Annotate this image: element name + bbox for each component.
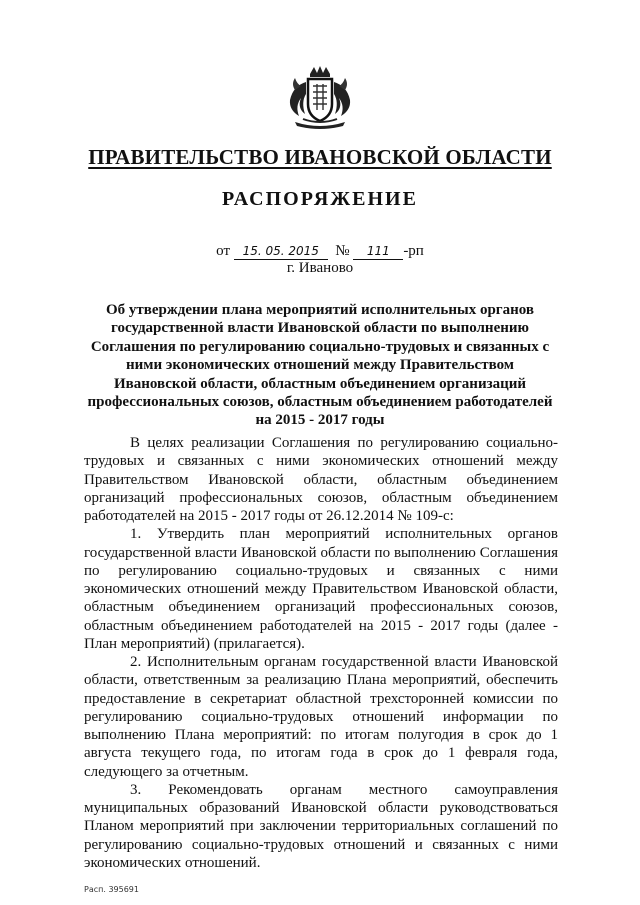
document-meta-line (0, 243, 640, 260)
body-paragraph-preamble: В целях реализации Соглашения по регулированию социально-трудовых и связанных с ними экономических отношений между Правительством Ивановской области, областным объединением организаций профессиональных союзов, областным объединением работодателей на 2015 - 2017 годы от 26.12.2014 № 109-с: (84, 435, 558, 524)
document-subject: Об утверждении плана мероприятий исполнительных органов государственной власти Ивановской области по выполнению Соглашения по регулированию социально-трудовых и связанных с ними экономических отношений между Правительством Ивановской области, областным объединением организаций профессиональных союзов, областным объединением работодателей на 2015 - 2017 годы (87, 302, 553, 429)
body-paragraph-item-3: 3. Рекомендовать органам местного самоуправления муниципальных образований Ивановской области руководствоваться Планом мероприятий при заключении территориальных соглашений по регулированию социально-трудовых отношений и связанных с ними экономических отношений. (84, 781, 558, 871)
document-city: г. Иваново (286, 260, 354, 276)
document-type-heading: РАСПОРЯЖЕНИЕ (222, 188, 418, 210)
document-date: 15. 05. 2015 (234, 244, 328, 260)
government-title: ПРАВИТЕЛЬСТВО ИВАНОВСКОЙ ОБЛАСТИ (88, 145, 552, 169)
body-paragraph-item-1: 1. Утвердить план мероприятий исполнительных органов государственной власти Ивановской области по выполнению Соглашения по регулированию социально-трудовых и связанных с ними экономических отношений между Правительством Ивановской области, областным объединением организаций профессиональных союзов, областным объединением работодателей на 2015 - 2017 годы (далее - План мероприятий) (прилагается). (84, 526, 558, 652)
date-prefix: от (216, 243, 230, 259)
document-body (84, 434, 558, 872)
number-suffix: -рп (403, 243, 424, 259)
footer-document-code: Расп. 395691 (84, 885, 139, 894)
number-prefix: № (335, 243, 350, 259)
document-number: 111 (353, 244, 403, 260)
coat-of-arms-emblem-icon (281, 64, 359, 130)
body-paragraph-item-2: 2. Исполнительным органам государственной власти Ивановской области, ответственным за реализацию Плана мероприятий, обеспечить предоставление в секретариат областной трехсторонней комиссии по регулированию социально-трудовых отношений информации по выполнению Плана мероприятий: по итогам полугодия в срок до 1 августа текущего года, по итогам года в срок до 1 февраля года, следующего за отчетным. (84, 654, 558, 780)
